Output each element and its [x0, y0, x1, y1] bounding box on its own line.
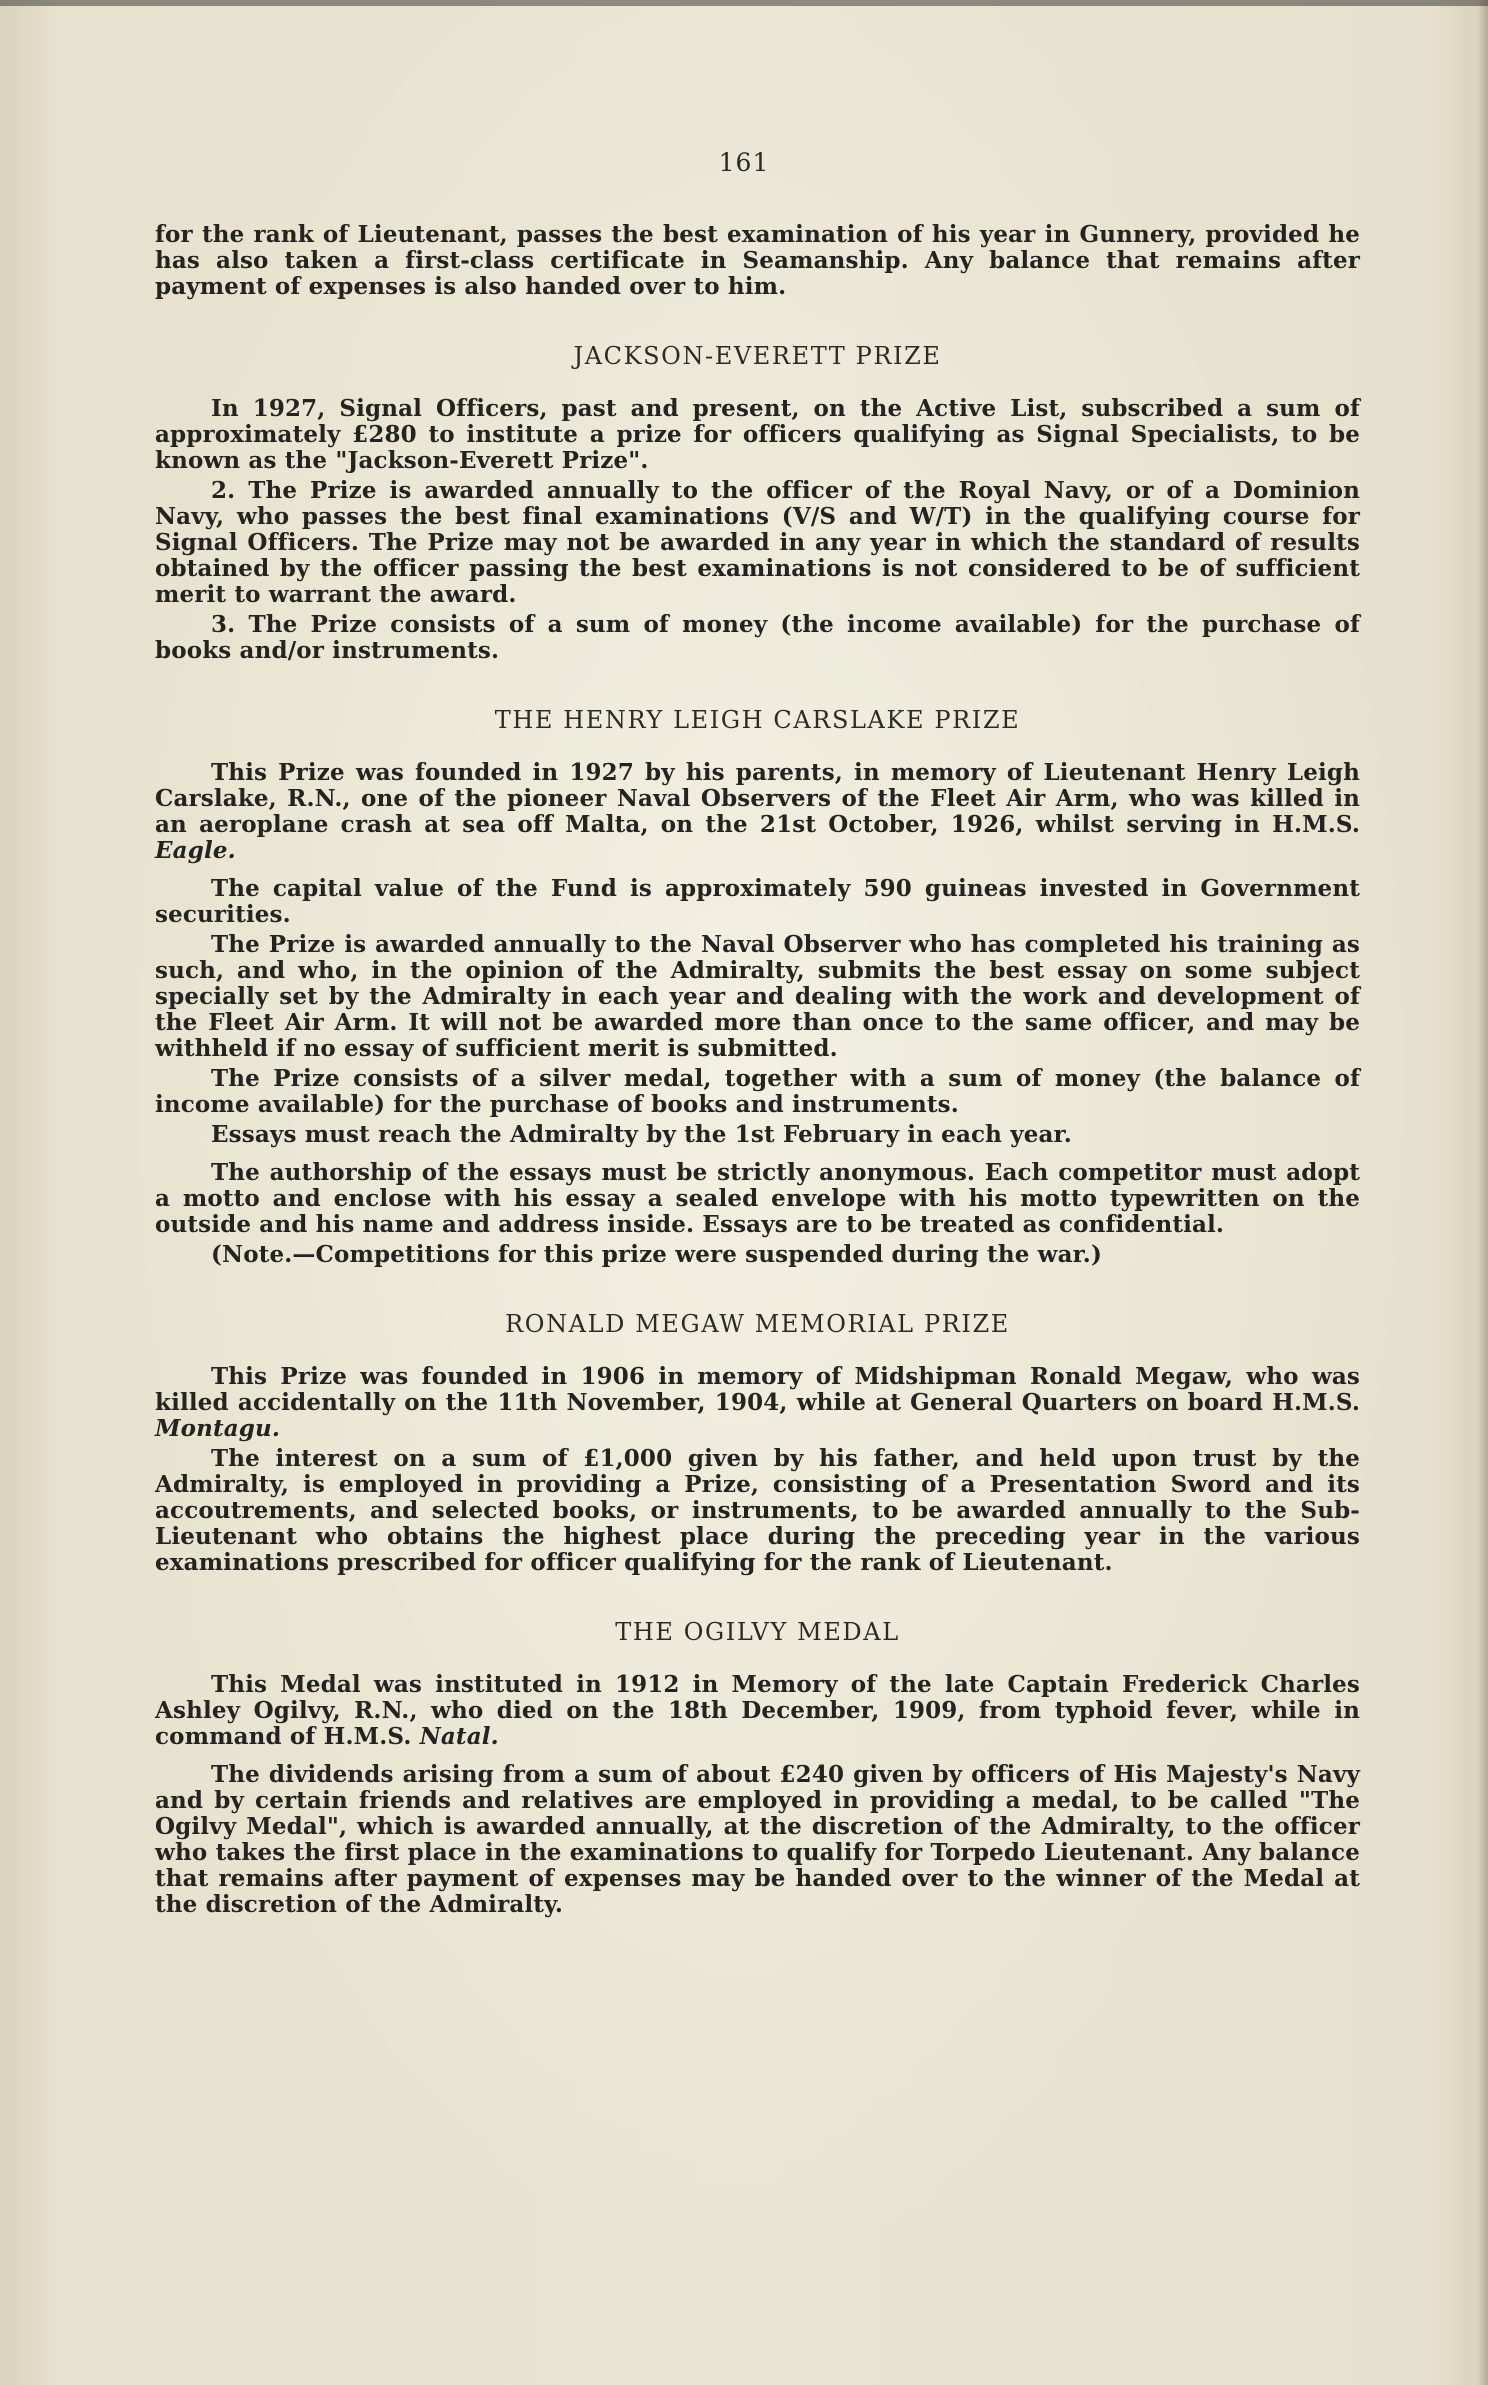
section-ogilvy-medal: [155, 1618, 1360, 1918]
paragraph: The authorship of the essays must be strictly anonymous. Each competitor must adopt a motto and enclose with his essay a sealed envelope with his motto typewritten on the outside and his name and address inside. Essays are to be treated as confidential.: [155, 1159, 1360, 1238]
paragraph-text: This Medal was instituted in 1912 in Memory of the late Captain Frederick Charles Ashley Ogilvy, R.N., who died on the 18th December, 1909, from typhoid fever, while in command of H.M.S.: [155, 1671, 1360, 1750]
note-paragraph: (Note.—Competitions for this prize were suspended during the war.): [211, 1241, 1102, 1268]
intro-paragraph: for the rank of Lieutenant, passes the best examination of his year in Gunnery, provided he has also taken a first-class certificate in Seamanship. Any balance that remains after payment of expenses is also handed over to him.: [155, 221, 1360, 300]
paragraph: 3. The Prize consists of a sum of money (the income available) for the purchase of books and/or instruments.: [155, 611, 1360, 664]
section-heading: THE OGILVY MEDAL: [615, 1618, 900, 1646]
paragraph: The Prize consists of a silver medal, together with a sum of money (the balance of income available) for the purchase of books and instruments.: [155, 1065, 1360, 1118]
page-content: [155, 222, 1360, 1922]
section-heading: JACKSON-EVERETT PRIZE: [573, 342, 942, 370]
section-heading: THE HENRY LEIGH CARSLAKE PRIZE: [494, 706, 1021, 734]
paragraph-text: This Prize was founded in 1927 by his parents, in memory of Lieutenant Henry Leigh Carslake, R.N., one of the pioneer Naval Observers of the Fleet Air Arm, who was killed in an aeroplane crash at sea off Malta, on the 21st October, 1926, whilst serving in H.M.S.: [155, 759, 1360, 838]
paragraph: Essays must reach the Admiralty by the 1st February in each year.: [211, 1121, 1072, 1148]
paragraph: [155, 760, 1360, 864]
paragraph: The dividends arising from a sum of about £240 given by officers of His Majesty's Navy and by certain friends and relatives are employed in providing a medal, to be called "The Ogilvy Medal", which is awarded annually, at the discretion of the Admiralty, to the officer who takes the first place in the examinations to qualify for Torpedo Lieutenant. Any balance that remains after payment of expenses may be handed over to the winner of the Medal at the discretion of the Admiralty.: [155, 1761, 1360, 1918]
paragraph: 2. The Prize is awarded annually to the officer of the Royal Navy, or of a Dominion Navy, who passes the best final examinations (V/S and W/T) in the qualifying course for Signal Officers. The Prize may not be awarded in any year in which the standard of results obtained by the officer passing the best examinations is not considered to be of sufficient merit to warrant the award.: [155, 477, 1360, 608]
page-number: 161: [718, 148, 770, 177]
ship-name: Natal.: [419, 1723, 499, 1750]
paragraph: [155, 1672, 1360, 1750]
section-megaw-prize: [155, 1310, 1360, 1576]
paragraph: The Prize is awarded annually to the Naval Observer who has completed his training as such, and who, in the opinion of the Admiralty, submits the best essay on some subject specially set by the Admiralty in each year and dealing with the work and development of the Fleet Air Arm. It will not be awarded more than once to the same officer, and may be withheld if no essay of sufficient merit is submitted.: [155, 931, 1360, 1062]
paragraph: In 1927, Signal Officers, past and present, on the Active List, subscribed a sum of approximately £280 to institute a prize for officers qualifying as Signal Specialists, to be known as the "Jackson-Everett Prize".: [155, 395, 1360, 474]
paragraph-text: This Prize was founded in 1906 in memory of Midshipman Ronald Megaw, who was killed accidentally on the 11th November, 1904, while at General Quarters on board H.M.S.: [155, 1363, 1360, 1416]
section-carslake-prize: [155, 706, 1360, 1268]
paragraph: The interest on a sum of £1,000 given by his father, and held upon trust by the Admiralty, is employed in providing a Prize, consisting of a Presentation Sword and its accoutrements, and selected books, or instruments, to be awarded annually to the Sub-Lieutenant who obtains the highest place during the preceding year in the various examinations prescribed for officer qualifying for the rank of Lieutenant.: [155, 1445, 1360, 1576]
section-heading: RONALD MEGAW MEMORIAL PRIZE: [505, 1310, 1010, 1338]
ship-name: Montagu.: [155, 1415, 281, 1442]
paragraph: [155, 1364, 1360, 1442]
paragraph: The capital value of the Fund is approximately 590 guineas invested in Government securities.: [155, 875, 1360, 928]
section-jackson-everett-prize: [155, 342, 1360, 664]
ship-name: Eagle.: [155, 837, 236, 864]
